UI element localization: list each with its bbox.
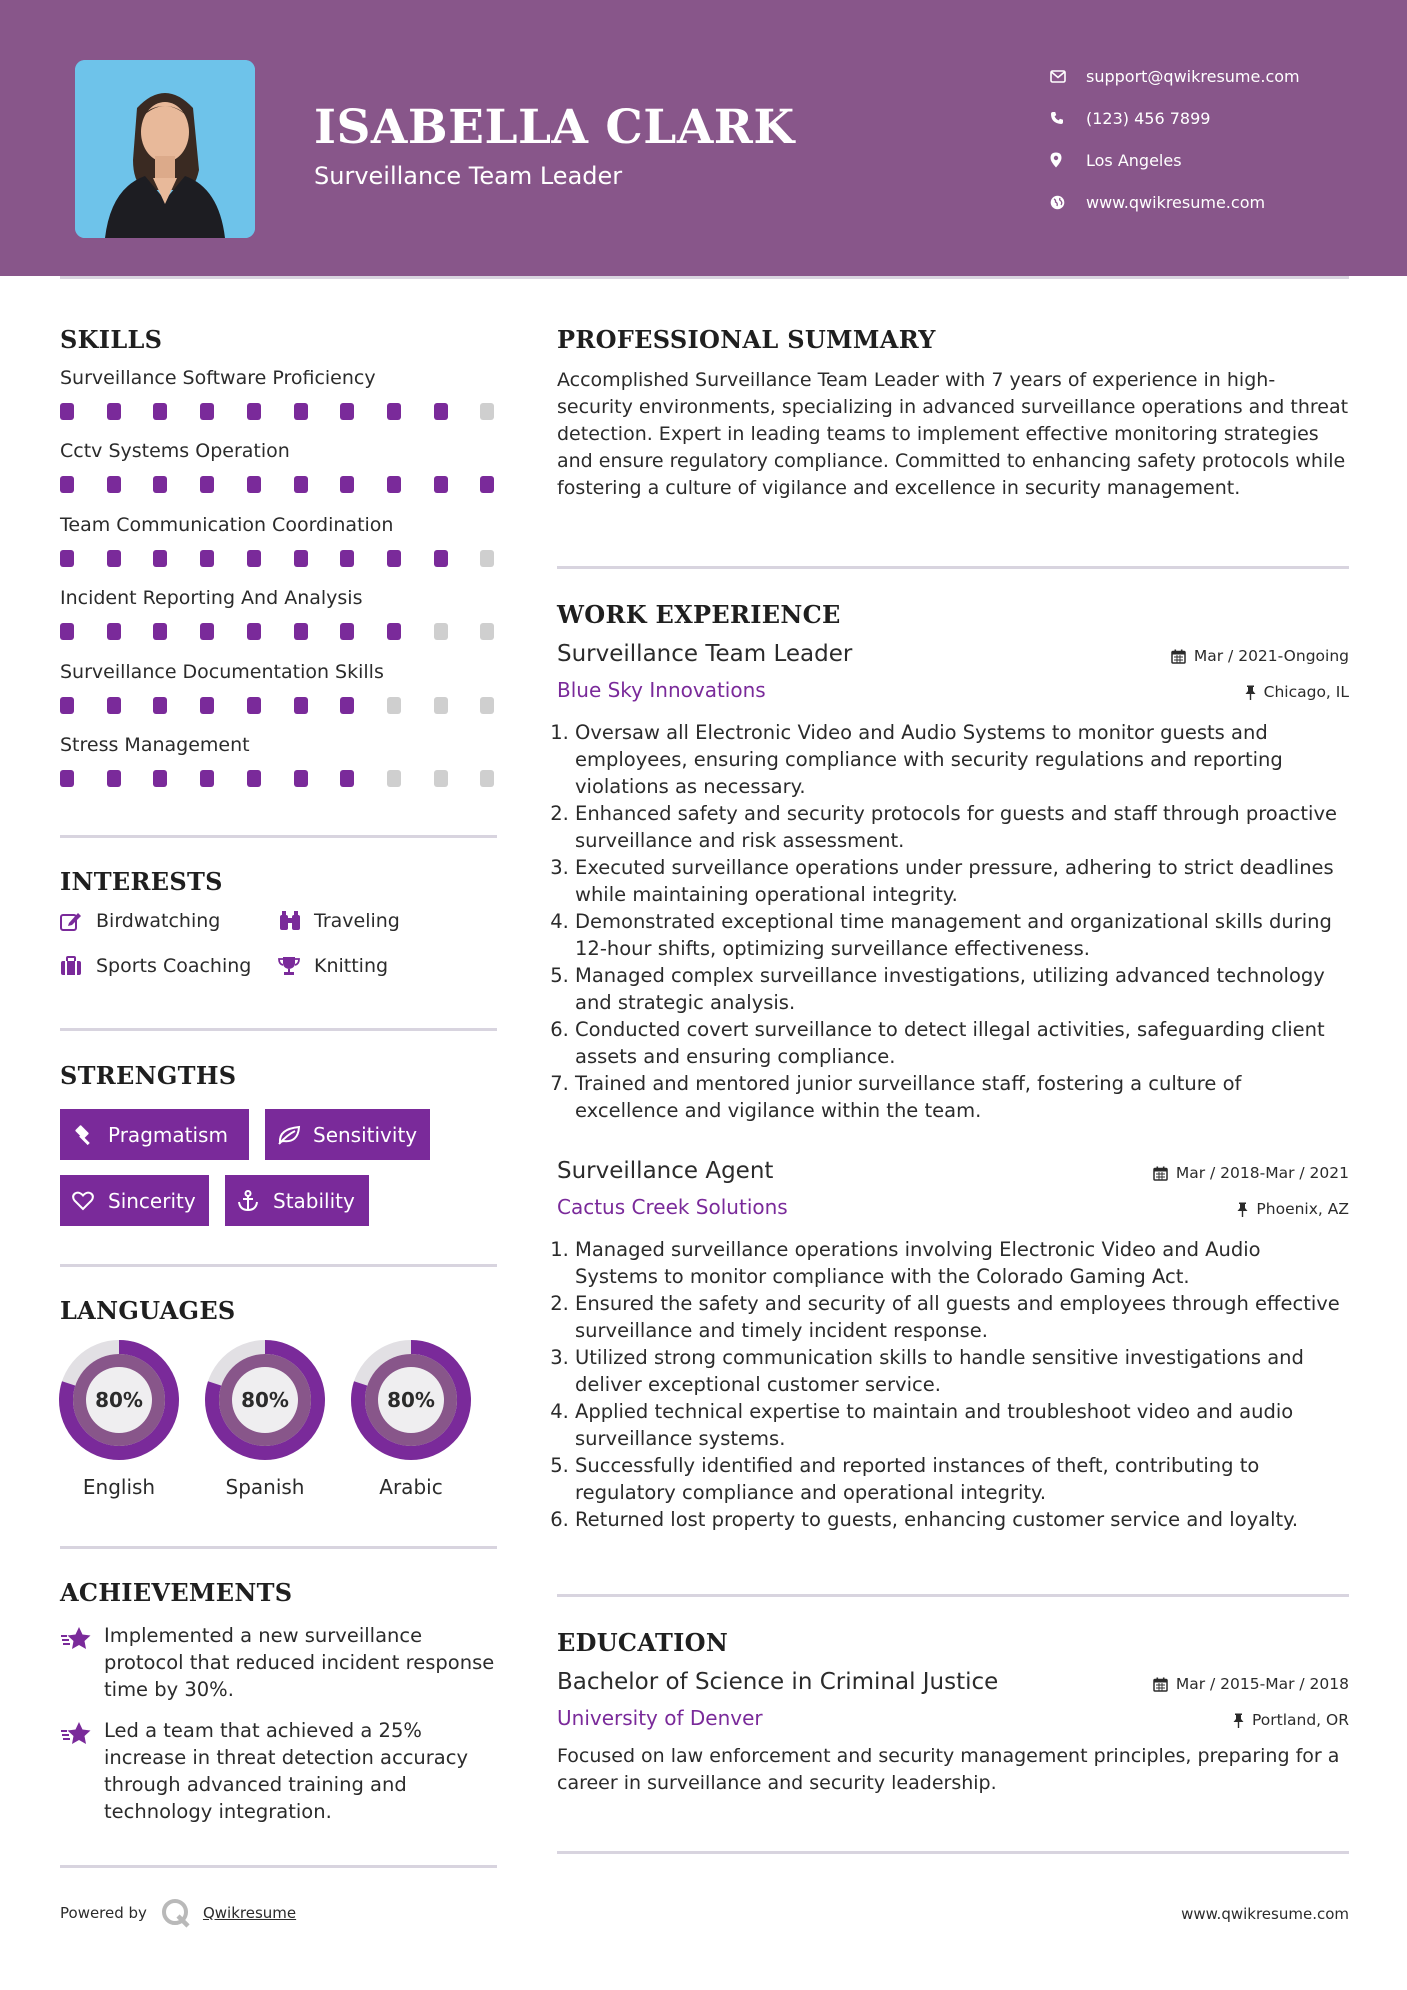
rating-dot-filled [153,697,167,714]
contact-location: Los Angeles [1050,139,1300,181]
language-percent: 80% [387,1388,435,1412]
contact-website[interactable]: www.qwikresume.com [1050,181,1300,223]
skill-rating [60,770,500,790]
leaf-icon [277,1125,313,1145]
job-date: Mar / 2021-Ongoing [1171,647,1349,665]
rating-dot-filled [340,403,354,420]
job-location: Chicago, IL [1245,683,1349,701]
summary-heading: PROFESSIONAL SUMMARY [557,325,936,354]
language-ring [350,1339,472,1461]
rating-dot-filled [107,697,121,714]
rating-dot-filled [247,550,261,567]
rating-dot-filled [247,403,261,420]
languages-heading: LANGUAGES [60,1296,236,1325]
rating-dot-filled [294,697,308,714]
rating-dot-filled [387,623,401,640]
skill-name: Surveillance Software Proficiency [60,367,376,389]
rating-dot-filled [153,550,167,567]
rating-dot-empty [480,403,494,420]
section-divider [557,566,1349,569]
strength-badge: Sensitivity [265,1109,430,1160]
rating-dot-filled [434,476,448,493]
language-ring [204,1339,326,1461]
skill-rating [60,550,500,570]
list-item: 1. Managed surveillance operations involving Electronic Video and Audio Systems to monitor compliance with the Colorado Gaming Act. [575,1236,1349,1290]
list-item: 2. Ensured the safety and security of all guests and employees through effective surveillance and timely incident response. [575,1290,1349,1344]
interest-item: Birdwatching [60,910,220,932]
skill-name: Stress Management [60,733,250,756]
strength-badge: Stability [225,1175,369,1226]
list-item: 2. Enhanced safety and security protocols for guests and staff through proactive surveillance and risk assessment. [575,800,1349,854]
duties-list [557,719,1349,1124]
pencil-square-icon [60,911,96,931]
list-item: 4. Applied technical expertise to maintain and troubleshoot video and audio surveillance systems. [575,1398,1349,1452]
qwikresume-link[interactable]: Qwikresume [202,1904,297,1922]
pushpin-icon [1233,1713,1244,1728]
job-entry [557,1158,1349,1533]
education-date: Mar / 2015-Mar / 2018 [1153,1675,1349,1693]
list-item: 3. Utilized strong communication skills to handle sensitive investigations and deliver exceptional customer service. [575,1344,1349,1398]
rating-dot-filled [294,550,308,567]
profile-photo [75,60,255,238]
header-divider [60,276,1349,279]
experience-heading: WORK EXPERIENCE [557,600,841,629]
rating-dot-filled [153,476,167,493]
rating-dot-filled [387,550,401,567]
rating-dot-filled [294,623,308,640]
phone-icon [1050,111,1086,125]
skill-name: Incident Reporting And Analysis [60,587,363,610]
rating-dot-filled [247,697,261,714]
rating-dot-filled [434,403,448,420]
rating-dot-empty [387,697,401,714]
job-title: Surveillance Team Leader [557,641,853,667]
rating-dot-filled [153,623,167,640]
candidate-title: Surveillance Team Leader [314,162,623,190]
rating-dot-empty [480,550,494,567]
calendar-icon [1171,649,1186,664]
section-divider [60,1028,497,1031]
rating-dot-filled [200,476,214,493]
list-item: 5. Managed complex surveillance investigations, utilizing advanced technology and strategic analysis. [575,962,1349,1016]
education-description: Focused on law enforcement and security management principles, preparing for a career in surveillance and security leadership. [557,1745,1340,1794]
list-item: 4. Demonstrated exceptional time management and organizational skills during 12-hour shifts, optimizing surveillance effectiveness. [575,908,1349,962]
footer-website[interactable]: www.qwikresume.com [1181,1905,1349,1923]
list-item: 7. Trained and mentored junior surveillance staff, fostering a culture of excellence and vigilance within the team. [575,1070,1349,1124]
powered-by-label: Powered by [60,1904,147,1922]
language-item [204,1339,326,1499]
rating-dot-filled [247,476,261,493]
skill-item [60,367,500,440]
pushpin-icon [1237,1202,1248,1217]
rating-dot-filled [340,770,354,787]
trophy-icon [278,956,314,976]
language-item [350,1339,472,1499]
list-item: 6. Conducted covert surveillance to detect illegal activities, safeguarding client assets and ensuring compliance. [575,1016,1349,1070]
list-item: 1. Oversaw all Electronic Video and Audio Systems to monitor guests and employees, ensuring compliance with security regulations and reporting violations as necessary. [575,719,1349,800]
rating-dot-filled [60,623,74,640]
rating-dot-filled [294,476,308,493]
rating-dot-filled [60,697,74,714]
job-entry [557,641,1349,1124]
strength-badge: Sincerity [60,1175,209,1226]
rating-dot-filled [107,623,121,640]
rating-dot-filled [340,476,354,493]
star-badge-icon [60,1622,104,1703]
contact-email[interactable]: support@qwikresume.com [1050,55,1300,97]
calendar-icon [1153,1677,1168,1692]
footer-branding [60,1898,296,1928]
achievements-heading: ACHIEVEMENTS [60,1578,293,1607]
duties-list [557,1236,1349,1533]
skill-item [60,734,500,807]
list-item: 6. Returned lost property to guests, enhancing customer service and loyalty. [575,1506,1349,1533]
skills-list [60,367,500,807]
rating-dot-empty [434,623,448,640]
strength-badge: Pragmatism [60,1109,249,1160]
rating-dot-filled [340,623,354,640]
rating-dot-filled [107,770,121,787]
contact-list [1050,55,1300,223]
candidate-name: ISABELLA CLARK [314,100,795,155]
rating-dot-filled [294,403,308,420]
rating-dot-filled [60,550,74,567]
education-location: Portland, OR [1233,1711,1349,1729]
rating-dot-filled [387,476,401,493]
skill-item [60,587,500,660]
language-name: Spanish [225,1475,305,1499]
anchor-icon [237,1190,273,1212]
skills-heading: SKILLS [60,325,163,354]
section-divider [60,1546,497,1549]
rating-dot-filled [60,476,74,493]
resume-header [0,0,1407,276]
envelope-icon [1050,70,1086,83]
rating-dot-filled [200,770,214,787]
rating-dot-filled [153,770,167,787]
rating-dot-filled [340,697,354,714]
star-badge-icon [60,1717,104,1825]
job-location: Phoenix, AZ [1237,1200,1349,1218]
skill-rating [60,403,500,423]
skill-rating [60,623,500,643]
section-divider [60,1865,497,1868]
skill-rating [60,476,500,496]
rating-dot-empty [387,770,401,787]
rating-dot-empty [434,697,448,714]
language-item [58,1339,180,1499]
strengths-heading: STRENGTHS [60,1061,237,1090]
rating-dot-filled [247,770,261,787]
language-percent: 80% [95,1388,143,1412]
rating-dot-empty [434,770,448,787]
language-name: Arabic [379,1475,443,1499]
job-title: Surveillance Agent [557,1158,774,1184]
rating-dot-filled [107,550,121,567]
skill-item [60,514,500,587]
list-item: 3. Executed surveillance operations under pressure, adhering to strict deadlines while maintaining operational integrity. [575,854,1349,908]
rating-dot-filled [434,550,448,567]
calendar-icon [1153,1166,1168,1181]
rating-dot-empty [480,770,494,787]
qwikresume-logo-icon [161,1898,191,1928]
interests-heading: INTERESTS [60,867,223,896]
section-divider [557,1851,1349,1854]
contact-phone[interactable]: (123) 456 7899 [1050,97,1300,139]
rating-dot-filled [340,550,354,567]
achievement-item: Implemented a new surveillance protocol that reduced incident response time by 30%. [60,1622,500,1703]
rating-dot-filled [200,623,214,640]
rating-dot-empty [480,697,494,714]
rating-dot-filled [153,403,167,420]
company-name: Blue Sky Innovations [557,678,766,702]
rating-dot-filled [60,770,74,787]
rating-dot-filled [480,476,494,493]
section-divider [557,1594,1349,1597]
list-item: 5. Successfully identified and reported instances of theft, contributing to regulatory compliance and operational integrity. [575,1452,1349,1506]
company-name: Cactus Creek Solutions [557,1195,788,1219]
skill-name: Surveillance Documentation Skills [60,660,384,683]
skill-item [60,440,500,513]
education-entry [557,1669,1349,1797]
rating-dot-filled [107,476,121,493]
rating-dot-filled [200,403,214,420]
rating-dot-filled [200,550,214,567]
rating-dot-filled [294,770,308,787]
rating-dot-filled [200,697,214,714]
language-ring [58,1339,180,1461]
rating-dot-filled [387,403,401,420]
rating-dot-filled [60,403,74,420]
rating-dot-filled [247,623,261,640]
skill-name: Cctv Systems Operation [60,440,290,463]
job-date: Mar / 2018-Mar / 2021 [1153,1164,1349,1182]
education-heading: EDUCATION [557,1628,729,1657]
rating-dot-empty [480,623,494,640]
language-percent: 80% [241,1388,289,1412]
gavel-icon [72,1124,108,1146]
binoculars-icon [278,911,314,931]
skill-item [60,661,500,734]
location-pin-icon [1050,152,1086,168]
pushpin-icon [1245,685,1256,700]
section-divider [60,1264,497,1267]
achievement-item: Led a team that achieved a 25% increase in threat detection accuracy through advanced training and technology integration. [60,1717,500,1825]
skill-rating [60,697,500,717]
school-name: University of Denver [557,1706,763,1730]
rating-dot-filled [107,403,121,420]
section-divider [60,835,497,838]
degree-title: Bachelor of Science in Criminal Justice [557,1669,999,1695]
interest-item: Sports Coaching [60,955,251,977]
interest-item: Knitting [278,955,388,977]
skill-name: Team Communication Coordination [60,513,394,536]
language-name: English [82,1475,156,1499]
interest-item: Traveling [278,910,400,932]
summary-text: Accomplished Surveillance Team Leader with 7 years of experience in high-security environments, specializing in advanced surveillance operations and threat detection. Expert in leading teams to implement effective monitoring strategies and ensure regulatory compliance. Committed to enhancing safety protocols while fostering a culture of vigilance and excellence in security management. [557,369,1349,499]
globe-icon [1050,195,1086,210]
heart-icon [72,1191,108,1211]
briefcase-icon [60,956,96,976]
